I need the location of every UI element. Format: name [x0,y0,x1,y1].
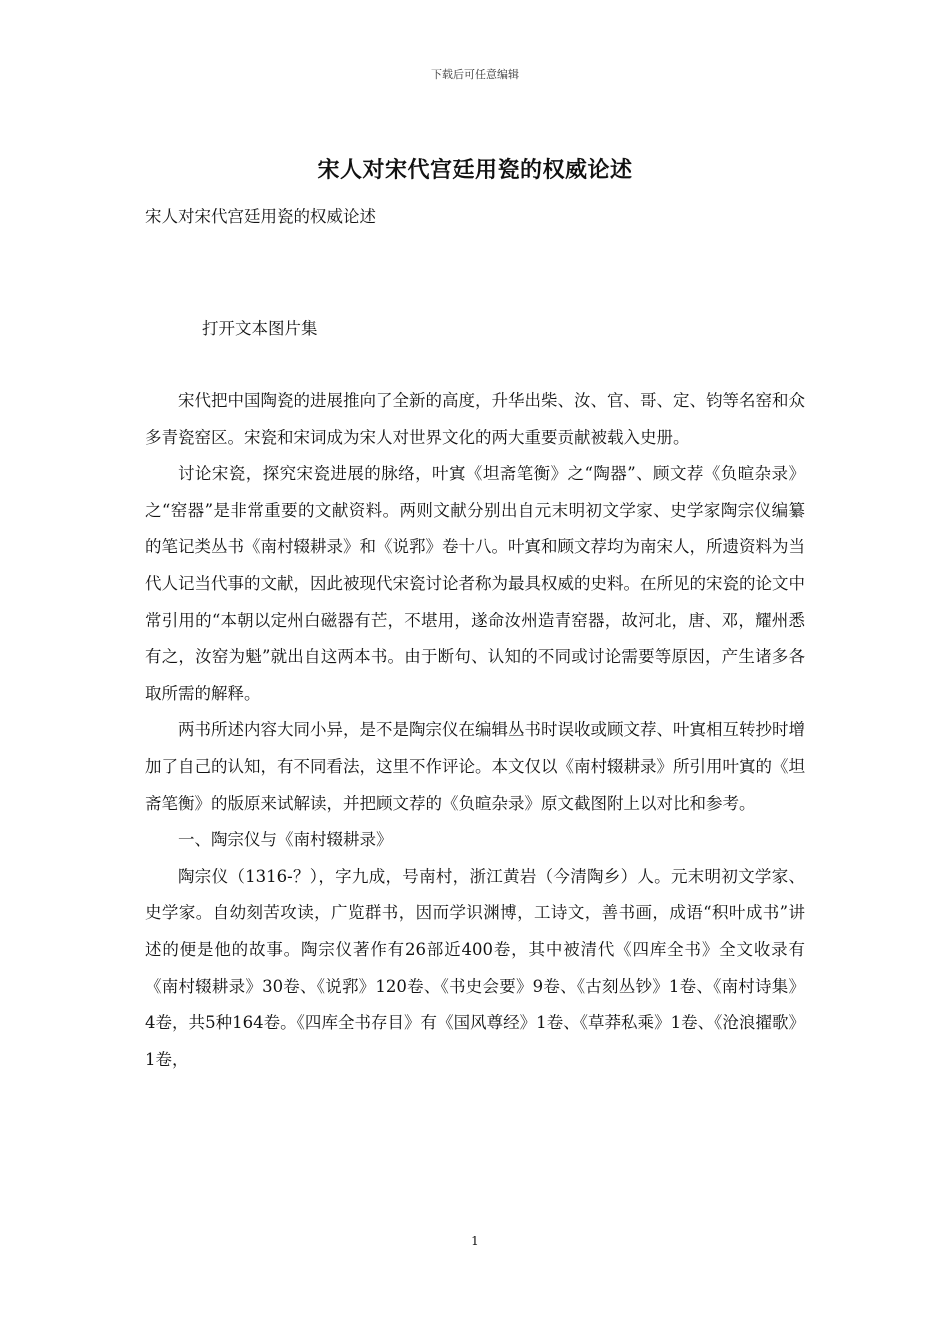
section-heading: 一、陶宗仪与《南村辍耕录》 [178,830,393,850]
paragraph: 讨论宋瓷，探究宋瓷进展的脉络，叶寘《坦斋笔衡》之“陶器”、顾文荐《负暄杂录》之“窑器”是非常重要的文献资料。两则文献分别出自元末明初文学家、史学家陶宗仪编纂的笔记类丛书《南村辍耕录》和《说郛》卷十八。叶寘和顾文荐均为南宋人，所遗资料为当代人记当代事的文献，因此被现代宋瓷讨论者称为最具权威的史料。在所见的宋瓷的论文中常引用的“本朝以定州白磁器有芒，不堪用，遂命汝州造青窑器，故河北，唐、邓，耀州悉有之，汝窑为魁”就出自这两本书。由于断句、认知的不同或讨论需要等原因，产生诸多各取所需的解释。 [145,464,805,703]
paragraph: 两书所述内容大同小异，是不是陶宗仪在编辑丛书时误收或顾文荐、叶寘相互转抄时增加了自己的认知，有不同看法，这里不作评论。本文仅以《南村辍耕录》所引用叶寘的《坦斋笔衡》的版原来试解读，并把顾文荐的《负暄杂录》原文截图附上以对比和参考。 [145,720,805,813]
image-collection-link[interactable]: 打开文本图片集 [202,319,318,338]
paragraph: 陶宗仪（1316-？），字九成，号南村，浙江黄岩（今清陶乡）人。元末明初文学家、史学家。自幼刻苦攻读，广览群书，因而学识渊博，工诗文，善书画，成语“积叶成书”讲述的便是他的故事。陶宗仪著作有26部近400卷，其中被清代《四库全书》全文收录有《南村辍耕录》30卷、《说郛》120卷、《书史会要》9卷、《古刻丛钞》1卷、《南村诗集》4卷，共5种164卷。《四库全书存目》有《国风尊经》1卷、《草莽私乘》1卷、《沧浪擢歌》1卷， [145,866,805,1069]
document-body [145,383,805,1078]
document-subtitle: 宋人对宋代宫廷用瓷的权威论述 [145,207,376,226]
paragraph: 宋代把中国陶瓷的进展推向了全新的高度，升华出柴、汝、官、哥、定、钧等名窑和众多青瓷窑区。宋瓷和宋词成为宋人对世界文化的两大重要贡献被载入史册。 [145,391,805,447]
header-note: 下载后可任意编辑 [431,68,519,81]
document-title: 宋人对宋代宫廷用瓷的权威论述 [317,157,633,183]
page-number: 1 [471,1234,479,1248]
